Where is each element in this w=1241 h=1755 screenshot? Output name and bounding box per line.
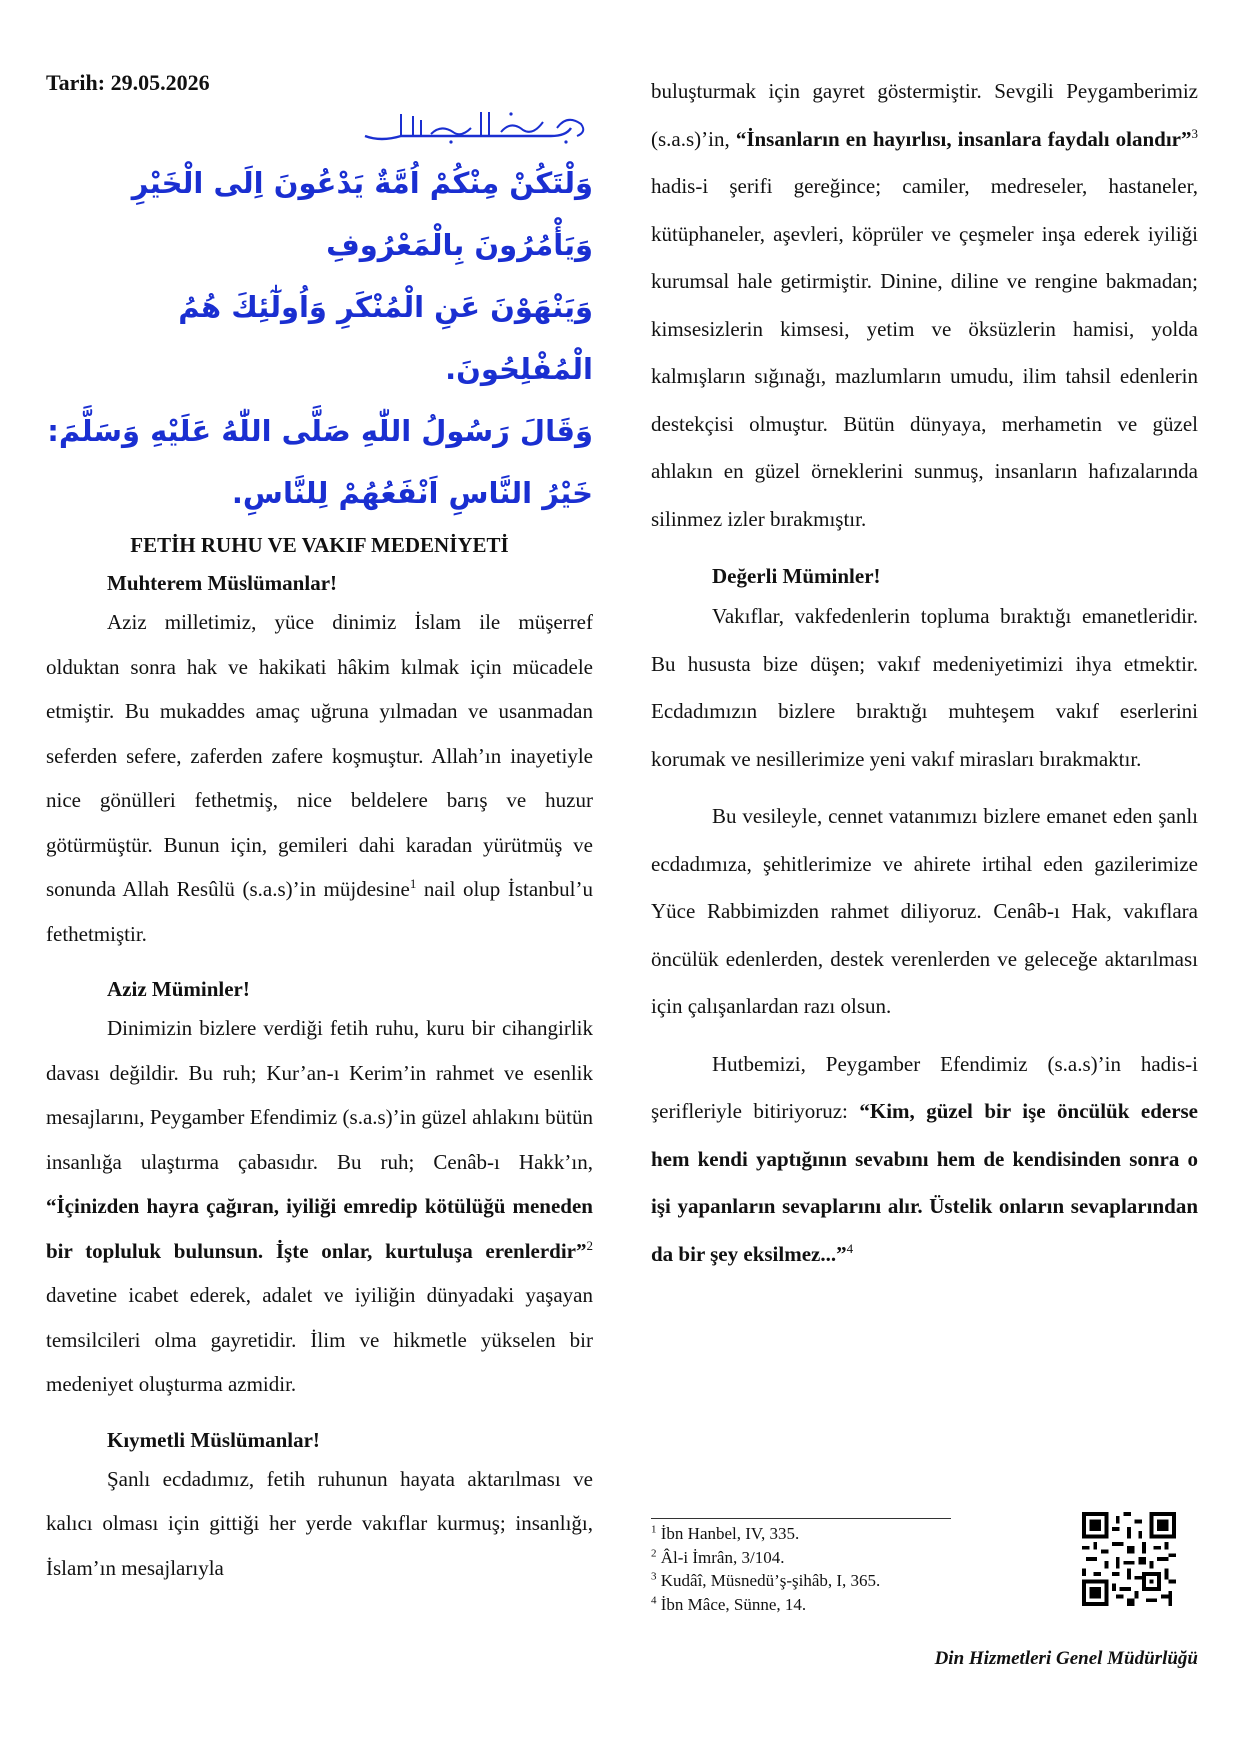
qr-code-icon[interactable] xyxy=(1082,1512,1176,1606)
paragraph: Bu vesileyle, cennet vatanımızı bizlere emanet eden şanlı ecdadımıza, şehitlerimize ve ahirete irtihal eden gazilerimize Yüce Rabbimizden rahmet diliyoruz. Cenâb-ı Hak, vakıflara öncülük edenlerden, destek verenlerden ve geleceğe aktarılması için çalışanlardan razı olsun. xyxy=(651,804,1198,1018)
paragraph-text: nail olup İstanbul’u fethetmiştir. xyxy=(46,877,593,946)
arabic-line: وَلْتَكُنْ مِنْكُمْ اُمَّةٌ يَدْعُونَ اِلَى الْخَيْرِ وَيَأْمُرُونَ بِالْمَعْرُوفِ xyxy=(131,166,593,262)
paragraph-text: Hutbemizi, Peygamber Efendimiz (s.a.s)’in hadis-i şerifleriyle bitiriyoruz: xyxy=(651,1051,1198,1123)
section-heading: Aziz Müminler! xyxy=(107,977,250,1001)
besmele-calligraphy xyxy=(46,104,593,152)
footnote: $^1$ İbn Hanbel, IV, 335. xyxy=(651,1523,800,1543)
footnote-ref: 1 xyxy=(409,876,417,891)
verse-quote: “İçinizden hayra çağıran, iyiliği emredip kötülüğü meneden bir topluluk bulunsun. İşte onlar, kurtuluşa erenlerdir” xyxy=(46,1194,593,1263)
right-column xyxy=(651,68,1198,1278)
arabic-line: وَيَنْهَوْنَ عَنِ الْمُنْكَرِ وَاُولٰٓئِكَ هُمُ الْمُفْلِحُونَ. xyxy=(178,290,593,386)
footnote-ref: 2 xyxy=(586,1237,593,1253)
paragraph-text: davetine icabet ederek, adalet ve iyiliğin dünyadaki yaşayan temsilcileri olma gayretidir. İlim ve hikmetle yükselen bir medeniyet oluşturma azmidir. xyxy=(46,1283,593,1396)
paragraph xyxy=(46,600,593,956)
paragraph-text: Aziz milletimiz, yüce dinimiz İslam ile müşerref olduktan sonra hak ve hakikati hâkim kılmak için mücadele etmiştir. Bu mukaddes amaç uğruna yılmadan ve usanmadan seferden sefere, zaferden zafere koşmuştur. Allah’ın inayetiyle nice gönülleri fethetmiş, nice beldelere barış ve huzur götürmüştür. Bunun için, gemileri dahi karadan yürütmüş ve sonunda Allah Resûlü (s.a.s)’in müjdesine xyxy=(46,610,593,901)
arabic-verse xyxy=(46,152,593,524)
section-heading: Muhterem Müslümanlar! xyxy=(107,571,338,595)
footnote: $^2$ Âl-i İmrân, 3/104. xyxy=(651,1546,785,1567)
footnote: $^4$ İbn Mâce, Sünne, 14. xyxy=(651,1593,807,1614)
paragraph-text: Dinimizin bizlere verdiği fetih ruhu, kuru bir cihangirlik davası değildir. Bu ruh; Kur’an-ı Kerim’in rahmet ve esenlik mesajlarını, Peygamber Efendimiz (s.a.s)’in güzel ahlakını bütün insanlığa ulaştırma çabasıdır. Bu ruh; Cenâb-ı Hakk’ın, xyxy=(46,1016,593,1174)
date-label: Tarih: 29.05.2026 xyxy=(46,70,210,95)
footnote: $^3$ Kudâî, Müsnedü’ş-şihâb, I, 365. xyxy=(651,1570,881,1590)
paragraph xyxy=(46,1006,593,1407)
paragraph-text: hadis-i şerifi gereğince; camiler, medreseler, hastaneler, kütüphaneler, aşevleri, köprüler ve çeşmeler inşa ederek iyiliği kurumsal hale getirmiştir. Dinine, diline ve rengine bakmadan; kimsesizlerin kimsesi, yetim ve öksüzlerin hamisi, yolda kalmışların sığınağı, mazlumların umudu, ilim tahsil edenlerin destekçisi olmuştur. Bütün dünyaya, merhametin ve güzel ahlakın en güzel örneklerini sunmuş, insanların hafızalarında silinmez izler bırakmıştır. xyxy=(651,174,1198,531)
section-heading: Kıymetli Müslümanlar! xyxy=(107,1427,320,1452)
hadith-quote: “Kim, güzel bir işe öncülük ederse hem kendi yaptığının sevabını hem de kendisinden sonra o işi yapanların sevaplarını alır. Üstelik onların sevaplarından da bir şey eksilmez...” xyxy=(651,1099,1199,1266)
paragraph-text: buluşturmak için gayret göstermiştir. Sevgili Peygamberimiz (s.a.s)’in, xyxy=(651,79,1198,151)
footnotes xyxy=(651,1522,981,1616)
left-column xyxy=(46,68,593,1590)
footnote-ref: 3 xyxy=(1191,125,1199,141)
paragraph: Vakıflar, vakfedenlerin topluma bıraktığı emanetleridir. Bu hususta bize düşen; vakıf medeniyetimizi ihya etmektir. Ecdadımızın bizlere bıraktığı muhteşem vakıf eserlerini korumak ve nesillerimize yeni vakıf mirasları bırakmaktır. xyxy=(651,604,1198,771)
arabic-line: خَيْرُ النَّاسِ اَنْفَعُهُمْ لِلنَّاسِ. xyxy=(231,476,593,510)
arabic-line: وَقَالَ رَسُولُ اللّٰهِ صَلَّى اللّٰهُ عَلَيْهِ وَسَلَّمَ: xyxy=(47,414,593,448)
signature: Din Hizmetleri Genel Müdürlüğü xyxy=(934,1648,1198,1669)
hadith-quote: “İnsanların en hayırlısı, insanlara faydalı olandır” xyxy=(735,126,1192,151)
paragraph xyxy=(651,1041,1198,1279)
sermon-title: FETİH RUHU VE VAKIF MEDENİYETİ xyxy=(130,533,509,557)
paragraph: Şanlı ecdadımız, fetih ruhunun hayata aktarılması ve kalıcı olması için gittiği her yerde vakıflar kurmuş; insanlığı, İslam’ın mesajlarıyla xyxy=(46,1466,593,1580)
footnote-ref: 4 xyxy=(846,1240,854,1256)
section-heading: Değerli Müminler! xyxy=(712,564,881,588)
paragraph xyxy=(651,68,1198,543)
footnote-divider xyxy=(651,1518,951,1519)
besmele-calligraphy-icon xyxy=(361,106,591,146)
